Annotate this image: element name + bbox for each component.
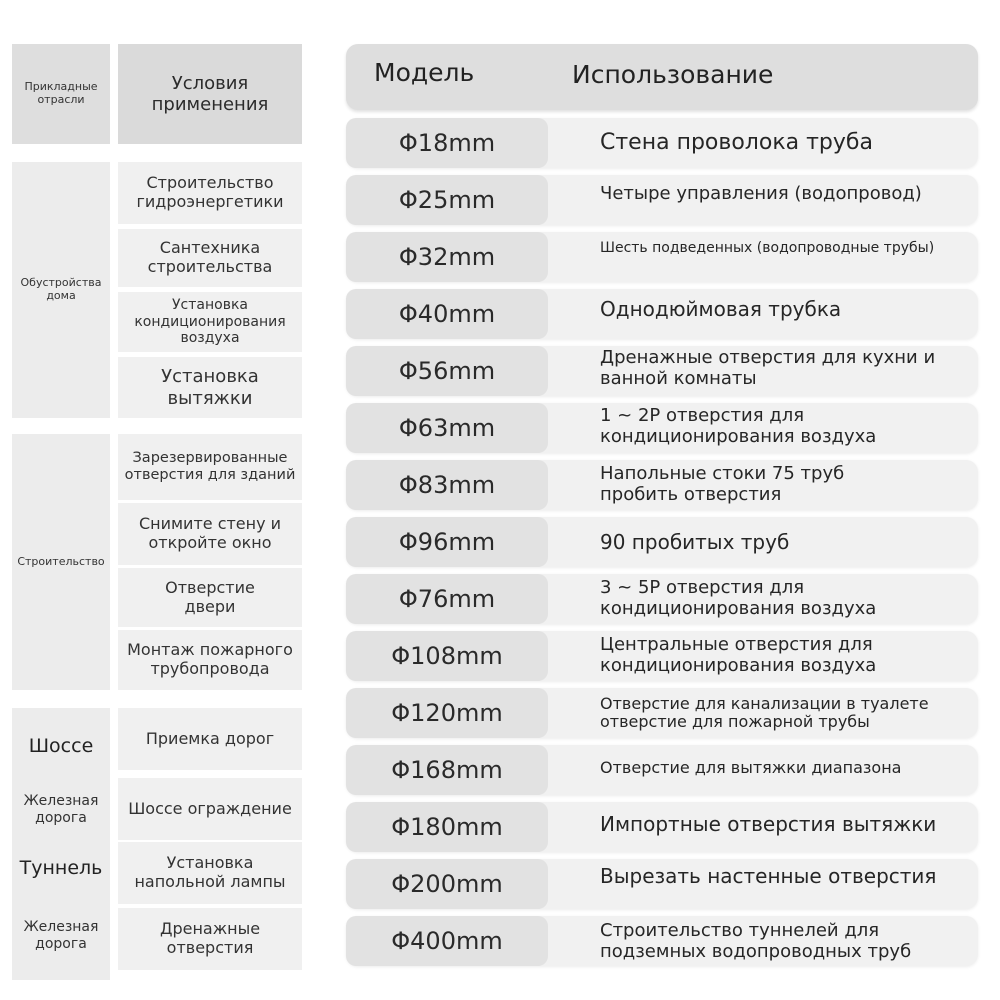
model-cell: Φ63mm <box>346 403 548 453</box>
condition-text: Зарезервированные отверстия для зданий <box>124 449 296 483</box>
condition-text: Шоссе ограждение <box>128 798 292 818</box>
model-cell: Φ56mm <box>346 346 548 396</box>
usage-cell: Стена проволока труба <box>600 130 873 156</box>
industry-home-text: Обустройства дома <box>20 276 102 302</box>
industry-highway <box>12 726 110 766</box>
usage-cell: 3 ~ 5P отверстия для кондиционирования воздуха <box>600 577 877 619</box>
model-cell: Φ32mm <box>346 232 548 282</box>
condition-item <box>118 568 302 627</box>
model-cell: Φ120mm <box>346 688 548 738</box>
industry-railway-1 <box>12 786 110 834</box>
industry-tunnel-text: Туннель <box>19 856 103 879</box>
industry-construction-text: Строительство <box>17 554 105 568</box>
usage-cell: Отверстие для вытяжки диапазона <box>600 757 902 777</box>
usage-cell: Вырезать настенные отверстия <box>600 863 937 888</box>
model-cell: Φ168mm <box>346 745 548 795</box>
usage-cell: Строительство туннелей для подземных водопроводных труб <box>600 920 912 962</box>
conditions-header-text: Условия применения <box>151 72 269 115</box>
condition-text: Снимите стену и откройте окно <box>138 514 282 552</box>
model-cell: Φ96mm <box>346 517 548 567</box>
conditions-header <box>118 44 302 144</box>
industry-railway-2-text: Железная дорога <box>23 919 99 952</box>
model-cell: Φ25mm <box>346 175 548 225</box>
model-header: Модель <box>374 58 475 87</box>
usage-cell: 1 ~ 2P отверстия для кондиционирования воздуха <box>600 405 877 447</box>
usage-cell: Отверстие для канализации в туалете отверстие для пожарной трубы <box>600 693 929 731</box>
industry-home <box>12 162 110 418</box>
industry-construction <box>12 434 110 690</box>
usage-header: Использование <box>572 60 774 89</box>
usage-cell: Напольные стоки 75 труб пробить отверстия <box>600 463 845 505</box>
condition-text: Установка вытяжки <box>161 366 259 409</box>
model-cell: Φ18mm <box>346 118 548 168</box>
condition-item <box>118 292 302 352</box>
industries-header <box>12 44 110 144</box>
condition-text: Установка напольной лампы <box>134 853 286 891</box>
usage-cell: Дренажные отверстия для кухни и ванной комнаты <box>600 347 936 389</box>
condition-item <box>118 908 302 970</box>
industry-highway-text: Шоссе <box>28 734 94 757</box>
model-cell: Φ108mm <box>346 631 548 681</box>
usage-cell: Четыре управления (водопровод) <box>600 182 922 204</box>
condition-item <box>118 630 302 690</box>
condition-text: Монтаж пожарного трубопровода <box>127 640 293 678</box>
model-cell: Φ76mm <box>346 574 548 624</box>
condition-text: Сантехника строительства <box>147 238 273 276</box>
model-cell: Φ200mm <box>346 859 548 909</box>
model-cell: Φ83mm <box>346 460 548 510</box>
condition-item <box>118 162 302 224</box>
industry-tunnel <box>12 848 110 888</box>
condition-text: Дренажные отверстия <box>159 919 261 957</box>
condition-text: Приемка дорог <box>145 728 275 748</box>
condition-item <box>118 229 302 287</box>
industry-railway-1-text: Железная дорога <box>23 793 99 826</box>
condition-item <box>118 842 302 904</box>
condition-item <box>118 708 302 770</box>
industries-header-text: Прикладные отрасли <box>24 80 98 106</box>
condition-item <box>118 357 302 418</box>
usage-cell: 90 пробитых труб <box>600 529 790 554</box>
model-cell: Φ180mm <box>346 802 548 852</box>
condition-item <box>118 778 302 840</box>
usage-cell: Импортные отверстия вытяжки <box>600 811 937 836</box>
usage-cell: Центральные отверстия для кондиционирования воздуха <box>600 634 877 676</box>
usage-cell: Однодюймовая трубка <box>600 296 842 321</box>
condition-item <box>118 503 302 565</box>
condition-text: Строительство гидроэнергетики <box>136 173 284 211</box>
condition-item <box>118 434 302 500</box>
usage-cell: Шесть подведенных (водопроводные трубы) <box>600 239 935 256</box>
model-cell: Φ400mm <box>346 916 548 966</box>
industry-railway-2 <box>12 912 110 960</box>
condition-text: Отверстие двери <box>165 577 255 616</box>
condition-text: Установка кондиционирования воздуха <box>134 297 286 347</box>
model-cell: Φ40mm <box>346 289 548 339</box>
